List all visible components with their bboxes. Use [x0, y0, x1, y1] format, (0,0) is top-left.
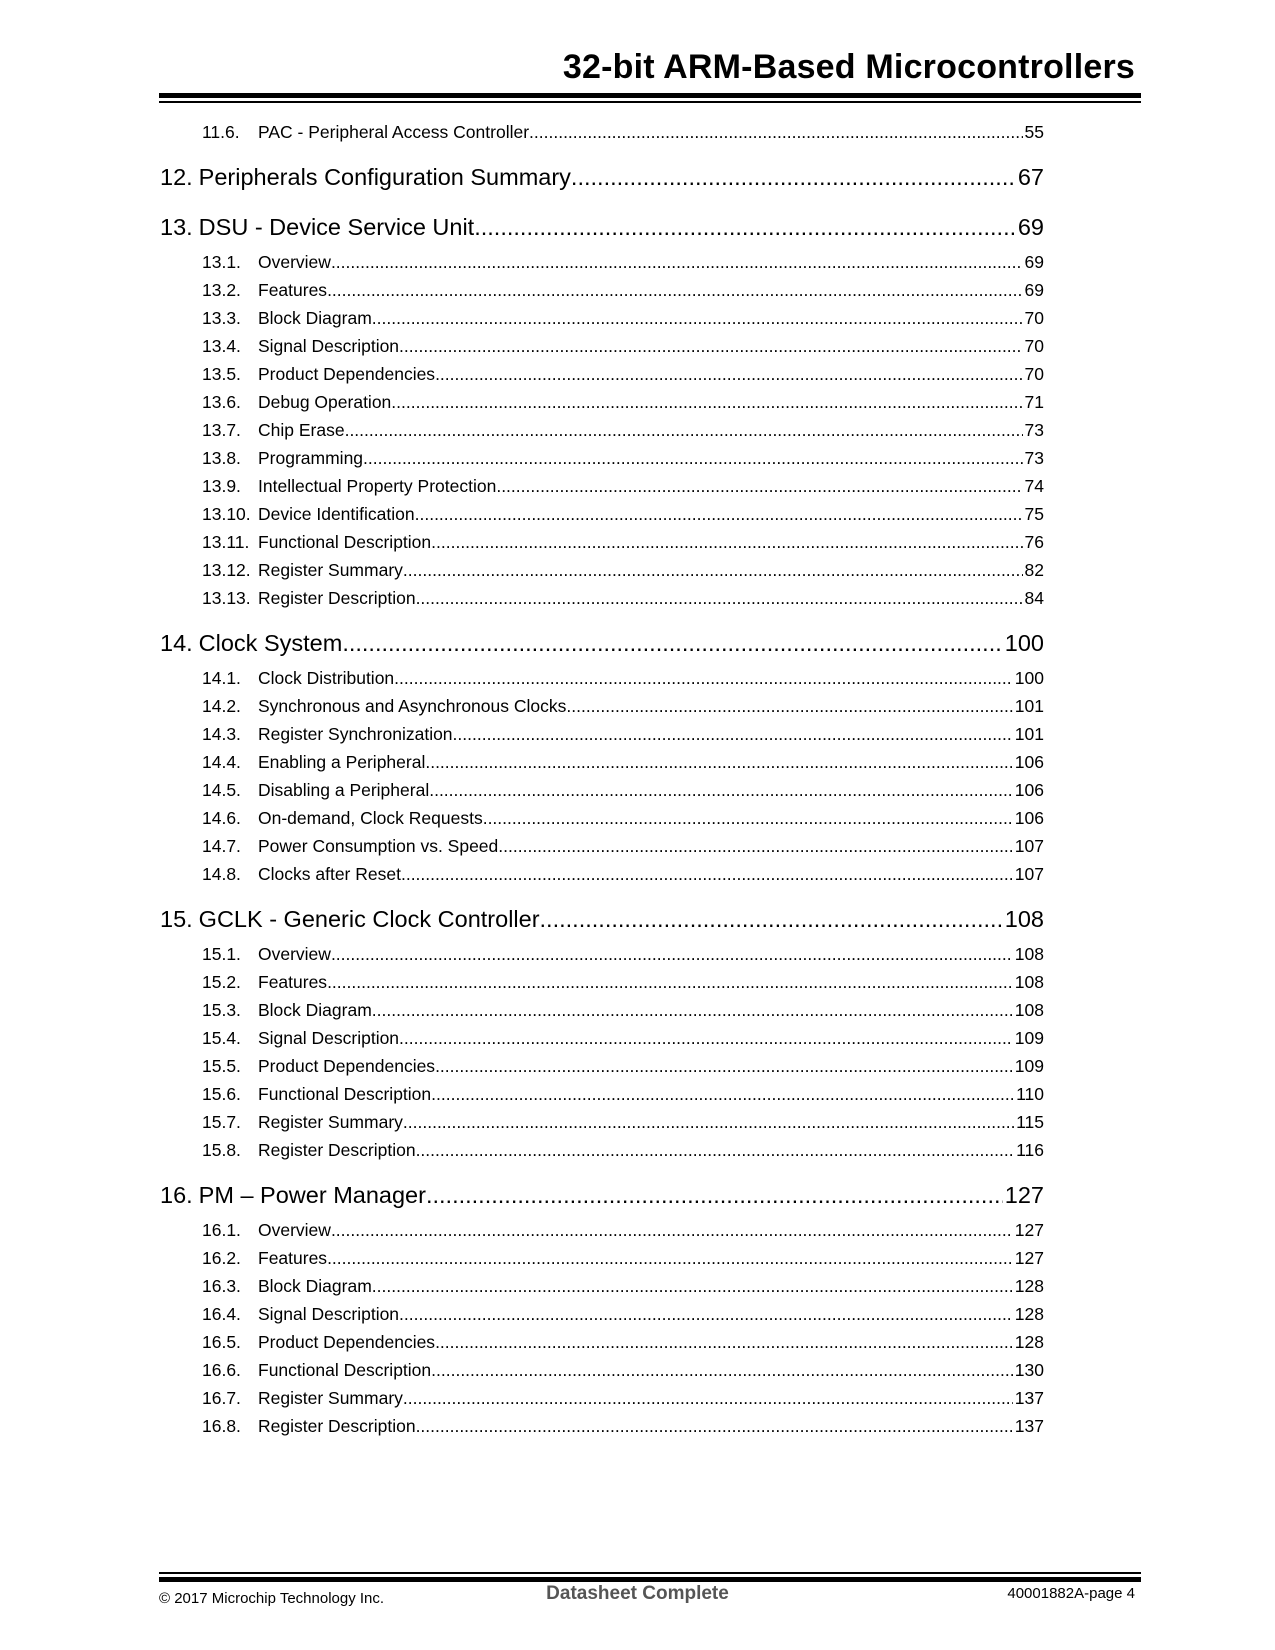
toc-entry-title	[202, 1080, 431, 1108]
toc-leader-dots	[431, 1356, 1013, 1384]
toc-page-number: 101	[1014, 696, 1044, 716]
toc-entry-label: Peripherals Configuration Summary	[198, 164, 571, 190]
toc-entry-label: Signal Description	[258, 1028, 400, 1048]
toc-entry-number: 14.6.	[202, 808, 241, 828]
footer-copyright: © 2017 Microchip Technology Inc.	[159, 1590, 385, 1607]
toc-page-number: 107	[1014, 864, 1044, 884]
toc-entry-number: 16.	[160, 1182, 193, 1208]
toc-section-entry[interactable]	[160, 748, 1044, 776]
toc-page-number: 69	[1017, 214, 1044, 240]
toc-leader-dots	[394, 664, 1013, 692]
toc-section-entry[interactable]	[160, 1052, 1044, 1080]
header-rule-thin	[159, 101, 1141, 103]
toc-chapter-entry[interactable]	[160, 1176, 1044, 1214]
toc-leader-dots	[403, 1384, 1013, 1412]
toc-leader-dots	[415, 500, 1023, 528]
toc-section-entry[interactable]	[160, 968, 1044, 996]
toc-entry-title	[202, 1300, 399, 1328]
toc-entry-label: Functional Description	[258, 1360, 432, 1380]
toc-section-entry[interactable]	[160, 444, 1044, 472]
toc-page-number: 127	[1014, 1248, 1044, 1268]
toc-entry-title	[202, 692, 566, 720]
toc-entry-label: Features	[258, 972, 328, 992]
toc-page-number: 69	[1024, 252, 1044, 272]
toc-leader-dots	[399, 1300, 1013, 1328]
toc-leader-dots	[435, 360, 1022, 388]
toc-page-number: 115	[1016, 1112, 1044, 1132]
toc-section-entry[interactable]	[160, 860, 1044, 888]
toc-page-number: 107	[1014, 836, 1044, 856]
toc-entry-title	[202, 776, 429, 804]
toc-entry-number: 13.13.	[202, 588, 251, 608]
toc-entry-label: Register Summary	[258, 560, 403, 580]
toc-section-entry[interactable]	[160, 664, 1044, 692]
toc-page-number: 82	[1024, 560, 1044, 580]
toc-entry-title	[202, 1272, 372, 1300]
toc-page-number: 71	[1024, 392, 1044, 412]
toc-section-entry[interactable]	[160, 332, 1044, 360]
toc-entry-title	[202, 1412, 416, 1440]
toc-page-number: 67	[1017, 164, 1044, 190]
toc-leader-dots	[435, 1328, 1013, 1356]
toc-section-entry[interactable]	[160, 304, 1044, 332]
toc-entry-label: Device Identification	[258, 504, 415, 524]
footer-page-number: 40001882A-page 4	[1007, 1585, 1135, 1602]
toc-entry-number: 16.3.	[202, 1276, 241, 1296]
toc-entry-number: 13.4.	[202, 336, 241, 356]
toc-leader-dots	[416, 584, 1023, 612]
toc-entry-title	[202, 1328, 435, 1356]
toc-entry-title	[202, 720, 453, 748]
toc-entry-label: PM – Power Manager	[198, 1182, 426, 1208]
toc-entry-label: Clock System	[198, 630, 343, 656]
toc-entry-number: 16.4.	[202, 1304, 241, 1324]
toc-entry-number: 14.3.	[202, 724, 241, 744]
toc-leader-dots	[372, 304, 1023, 332]
toc-leader-dots	[363, 444, 1022, 472]
toc-entry-number: 11.6.	[202, 122, 240, 142]
toc-entry-label: Features	[258, 280, 328, 300]
toc-entry-title	[160, 208, 474, 246]
toc-entry-number: 12.	[160, 164, 193, 190]
toc-entry-label: Disabling a Peripheral	[258, 780, 430, 800]
toc-leader-dots	[391, 388, 1022, 416]
toc-leader-dots	[483, 804, 1013, 832]
toc-page-number: 130	[1014, 1360, 1044, 1380]
toc-page-number: 106	[1014, 808, 1044, 828]
toc-leader-dots	[498, 832, 1013, 860]
toc-entry-label: Functional Description	[258, 532, 432, 552]
toc-section-entry[interactable]	[160, 1412, 1044, 1440]
toc-entry-number: 16.7.	[202, 1388, 241, 1408]
toc-entry-label: Product Dependencies	[258, 364, 436, 384]
toc-page-number: 70	[1024, 364, 1044, 384]
toc-page-number: 106	[1014, 752, 1044, 772]
toc-entry-number: 13.	[160, 214, 193, 240]
toc-page-number: 75	[1024, 504, 1044, 524]
toc-entry-number: 16.8.	[202, 1416, 241, 1436]
toc-leader-dots	[327, 1244, 1013, 1272]
toc-entry-number: 15.6.	[202, 1084, 241, 1104]
toc-entry-number: 13.9.	[202, 476, 241, 496]
toc-entry-title	[160, 624, 342, 662]
toc-page-number: 108	[1004, 906, 1044, 932]
toc-leader-dots	[566, 692, 1012, 720]
toc-entry-number: 13.1.	[202, 252, 241, 272]
toc-chapter-entry[interactable]	[160, 158, 1044, 196]
toc-leader-dots	[431, 1080, 1014, 1108]
toc-entry-title	[202, 748, 425, 776]
toc-section-entry[interactable]	[160, 1384, 1044, 1412]
toc-section-entry[interactable]	[160, 832, 1044, 860]
toc-entry-label: Block Diagram	[258, 1000, 372, 1020]
toc-section-entry[interactable]	[160, 1136, 1044, 1164]
toc-page-number: 109	[1014, 1056, 1044, 1076]
toc-entry-label: Register Summary	[258, 1112, 403, 1132]
toc-entry-label: Register Description	[258, 1140, 416, 1160]
toc-entry-title	[202, 1356, 431, 1384]
toc-entry-number: 14.	[160, 630, 193, 656]
toc-entry-number: 15.1.	[202, 944, 241, 964]
toc-entry-number: 15.4.	[202, 1028, 241, 1048]
toc-page-number: 108	[1014, 972, 1044, 992]
toc-entry-title	[202, 556, 403, 584]
toc-leader-dots	[431, 528, 1022, 556]
toc-entry-title	[202, 1244, 327, 1272]
toc-entry-number: 14.1.	[202, 668, 241, 688]
toc-page-number: 73	[1024, 420, 1044, 440]
toc-page-number: 100	[1014, 668, 1044, 688]
toc-leader-dots	[399, 1024, 1013, 1052]
toc-entry-title	[160, 900, 540, 938]
toc-entry-title	[202, 118, 529, 146]
toc-page-number: 110	[1016, 1084, 1044, 1104]
toc-leader-dots	[425, 748, 1012, 776]
toc-leader-dots	[416, 1412, 1013, 1440]
toc-leader-dots	[327, 968, 1013, 996]
toc-entry-title	[202, 1024, 399, 1052]
toc-section-entry[interactable]	[160, 1272, 1044, 1300]
toc-entry-number: 16.6.	[202, 1360, 241, 1380]
toc-page-number: 69	[1024, 280, 1044, 300]
toc-entry-label: Block Diagram	[258, 1276, 372, 1296]
toc-entry-title	[202, 388, 391, 416]
toc-leader-dots	[331, 1216, 1013, 1244]
toc-entry-title	[202, 664, 394, 692]
toc-entry-number: 16.2.	[202, 1248, 241, 1268]
toc-leader-dots	[327, 276, 1022, 304]
toc-entry-number: 13.8.	[202, 448, 241, 468]
toc-leader-dots	[496, 472, 1022, 500]
toc-entry-label: Chip Erase	[258, 420, 345, 440]
toc-section-entry[interactable]	[160, 248, 1044, 276]
toc-entry-title	[202, 360, 435, 388]
toc-entry-number: 14.2.	[202, 696, 241, 716]
toc-page-number: 108	[1014, 944, 1044, 964]
toc-section-entry[interactable]	[160, 692, 1044, 720]
toc-entry-title	[202, 444, 363, 472]
toc-entry-number: 13.12.	[202, 560, 251, 580]
toc-page-number: 74	[1024, 476, 1044, 496]
toc-entry-title	[160, 1176, 426, 1214]
toc-leader-dots	[416, 1136, 1015, 1164]
toc-leader-dots	[372, 996, 1013, 1024]
toc-leader-dots	[453, 720, 1013, 748]
toc-entry-title	[202, 416, 345, 444]
toc-section-entry[interactable]	[160, 500, 1044, 528]
toc-entry-label: Overview	[258, 1220, 331, 1240]
toc-leader-dots	[403, 556, 1023, 584]
toc-entry-label: Synchronous and Asynchronous Clocks	[258, 696, 567, 716]
footer-rule-thin	[159, 1572, 1141, 1574]
toc-section-entry[interactable]	[160, 1300, 1044, 1328]
toc-leader-dots	[474, 208, 1016, 246]
toc-page-number: 108	[1014, 1000, 1044, 1020]
toc-leader-dots	[529, 118, 1023, 146]
toc-entry-number: 13.7.	[202, 420, 241, 440]
toc-page-number: 137	[1014, 1416, 1044, 1436]
toc-page-number: 76	[1024, 532, 1044, 552]
toc-leader-dots	[401, 860, 1013, 888]
toc-page-number: 70	[1024, 308, 1044, 328]
toc-page-number: 101	[1014, 724, 1044, 744]
toc-section-entry[interactable]	[160, 1080, 1044, 1108]
toc-leader-dots	[435, 1052, 1013, 1080]
toc-entry-title	[202, 1384, 403, 1412]
toc-section-entry[interactable]	[160, 118, 1044, 146]
toc-entry-label: Register Description	[258, 1416, 416, 1436]
toc-entry-label: Register Summary	[258, 1388, 403, 1408]
toc-entry-title	[202, 1136, 416, 1164]
toc-page-number: 137	[1014, 1388, 1044, 1408]
toc-leader-dots	[331, 940, 1013, 968]
toc-leader-dots	[426, 1176, 1003, 1214]
toc-entry-number: 15.7.	[202, 1112, 241, 1132]
toc-entry-title	[202, 1052, 435, 1080]
toc-entry-label: Intellectual Property Protection	[258, 476, 497, 496]
document-title: 32-bit ARM-Based Microcontrollers	[562, 48, 1135, 86]
toc-entry-title	[202, 584, 416, 612]
toc-entry-label: Clocks after Reset	[258, 864, 401, 884]
toc-section-entry[interactable]	[160, 804, 1044, 832]
toc-entry-label: Signal Description	[258, 1304, 400, 1324]
toc-section-entry[interactable]	[160, 1244, 1044, 1272]
toc-page-number: 70	[1024, 336, 1044, 356]
toc-entry-title	[202, 472, 496, 500]
toc-section-entry[interactable]	[160, 996, 1044, 1024]
toc-entry-label: Enabling a Peripheral	[258, 752, 426, 772]
toc-section-entry[interactable]	[160, 416, 1044, 444]
toc-entry-title	[202, 528, 431, 556]
header-rule-thick	[159, 93, 1141, 98]
toc-entry-number: 13.3.	[202, 308, 241, 328]
toc-entry-number: 15.3.	[202, 1000, 241, 1020]
toc-page-number: 128	[1014, 1332, 1044, 1352]
toc-entry-title	[202, 276, 327, 304]
toc-entry-number: 14.8.	[202, 864, 241, 884]
footer-rule-thick	[159, 1577, 1141, 1582]
toc-page-number: 116	[1016, 1140, 1044, 1160]
toc-page-number: 84	[1024, 588, 1044, 608]
toc-entry-number: 15.8.	[202, 1140, 241, 1160]
toc-section-entry[interactable]	[160, 776, 1044, 804]
toc-leader-dots	[331, 248, 1023, 276]
toc-leader-dots	[429, 776, 1013, 804]
toc-section-entry[interactable]	[160, 1216, 1044, 1244]
toc-leader-dots	[540, 900, 1003, 938]
toc-page-number: 128	[1014, 1276, 1044, 1296]
toc-entry-number: 15.2.	[202, 972, 241, 992]
toc-entry-label: Register Synchronization	[258, 724, 453, 744]
toc-section-entry[interactable]	[160, 1024, 1044, 1052]
toc-leader-dots	[372, 1272, 1013, 1300]
toc-entry-title	[202, 860, 401, 888]
toc-entry-number: 16.5.	[202, 1332, 241, 1352]
toc-entry-label: Product Dependencies	[258, 1332, 436, 1352]
toc-page-number: 73	[1024, 448, 1044, 468]
toc-entry-title	[202, 968, 327, 996]
toc-page-number: 106	[1014, 780, 1044, 800]
toc-entry-label: Power Consumption vs. Speed	[258, 836, 499, 856]
toc-entry-label: Overview	[258, 944, 331, 964]
toc-page-number: 55	[1024, 122, 1044, 142]
toc-page-number: 100	[1004, 630, 1044, 656]
toc-section-entry[interactable]	[160, 1356, 1044, 1384]
toc-section-entry[interactable]	[160, 472, 1044, 500]
toc-entry-number: 16.1.	[202, 1220, 241, 1240]
toc-chapter-entry[interactable]	[160, 624, 1044, 662]
toc-entry-title	[202, 332, 399, 360]
toc-page-number: 128	[1014, 1304, 1044, 1324]
toc-leader-dots	[345, 416, 1023, 444]
toc-page-number: 109	[1014, 1028, 1044, 1048]
toc-entry-label: PAC - Peripheral Access Controller	[258, 122, 530, 142]
toc-section-entry[interactable]	[160, 360, 1044, 388]
toc-entry-label: Clock Distribution	[258, 668, 395, 688]
toc-entry-title	[202, 832, 498, 860]
toc-entry-label: Product Dependencies	[258, 1056, 436, 1076]
toc-entry-label: Debug Operation	[258, 392, 392, 412]
table-of-contents	[160, 118, 1044, 1440]
toc-entry-number: 13.11.	[202, 532, 250, 552]
toc-page-number: 127	[1004, 1182, 1044, 1208]
toc-entry-title	[202, 248, 331, 276]
toc-leader-dots	[342, 624, 1002, 662]
toc-entry-title	[202, 996, 372, 1024]
toc-entry-number: 13.5.	[202, 364, 241, 384]
toc-leader-dots	[403, 1108, 1014, 1136]
toc-leader-dots	[399, 332, 1022, 360]
toc-entry-number: 15.5.	[202, 1056, 241, 1076]
toc-entry-label: GCLK - Generic Clock Controller	[198, 906, 540, 932]
toc-entry-number: 13.2.	[202, 280, 241, 300]
toc-entry-title	[202, 940, 331, 968]
toc-section-entry[interactable]	[160, 276, 1044, 304]
toc-section-entry[interactable]	[160, 388, 1044, 416]
toc-entry-number: 14.4.	[202, 752, 241, 772]
toc-entry-title	[202, 304, 372, 332]
toc-entry-label: DSU - Device Service Unit	[198, 214, 475, 240]
toc-entry-number: 15.	[160, 906, 193, 932]
toc-section-entry[interactable]	[160, 584, 1044, 612]
toc-entry-number: 14.5.	[202, 780, 241, 800]
toc-section-entry[interactable]	[160, 720, 1044, 748]
toc-section-entry[interactable]	[160, 528, 1044, 556]
toc-entry-title	[202, 500, 415, 528]
toc-entry-label: Programming	[258, 448, 364, 468]
toc-entry-title	[202, 1108, 403, 1136]
toc-chapter-entry[interactable]	[160, 208, 1044, 246]
toc-entry-number: 14.7.	[202, 836, 241, 856]
toc-entry-title	[202, 804, 483, 832]
toc-entry-label: Features	[258, 1248, 328, 1268]
toc-chapter-entry[interactable]	[160, 900, 1044, 938]
toc-entry-label: Functional Description	[258, 1084, 432, 1104]
footer-doc-type: Datasheet Complete	[546, 1583, 729, 1604]
toc-entry-label: Register Description	[258, 588, 416, 608]
toc-entry-label: Signal Description	[258, 336, 400, 356]
toc-entry-label: On-demand, Clock Requests	[258, 808, 483, 828]
toc-section-entry[interactable]	[160, 940, 1044, 968]
toc-leader-dots	[571, 158, 1016, 196]
toc-page-number: 127	[1014, 1220, 1044, 1240]
toc-entry-title	[202, 1216, 331, 1244]
toc-entry-number: 13.6.	[202, 392, 241, 412]
toc-section-entry[interactable]	[160, 1108, 1044, 1136]
toc-entry-number: 13.10.	[202, 504, 251, 524]
toc-entry-label: Block Diagram	[258, 308, 372, 328]
toc-section-entry[interactable]	[160, 556, 1044, 584]
toc-section-entry[interactable]	[160, 1328, 1044, 1356]
toc-entry-label: Overview	[258, 252, 331, 272]
toc-entry-title	[160, 158, 571, 196]
